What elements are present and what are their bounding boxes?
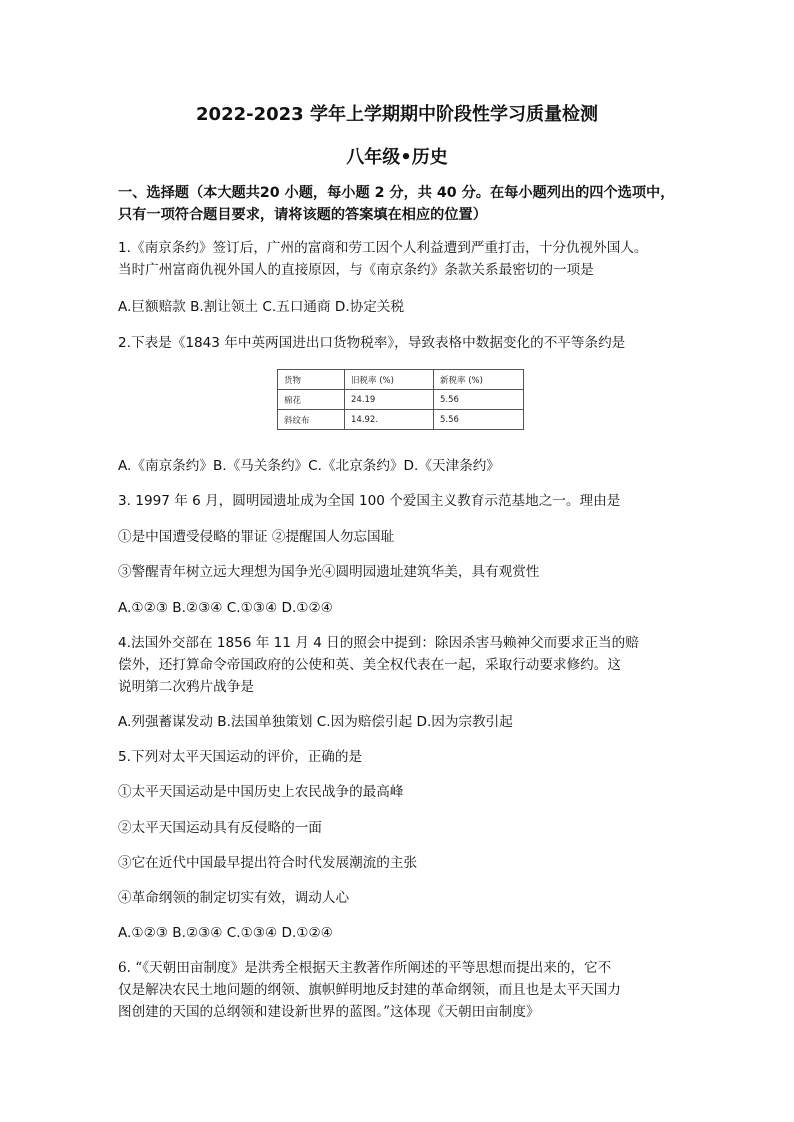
question-2-options: A.《南京条约》B.《马关条约》C.《北京条约》D.《天津条约》 (118, 458, 500, 474)
question-3-items-line-2: ③警醒青年树立远大理想为国争光④圆明园遗址建筑华美，具有观赏性 (118, 564, 540, 580)
question-6-line-1: 6. “《天朝田亩制度》是洪秀全根据天主教著作所阐述的平等思想而提出来的，它不 (118, 960, 612, 976)
question-4-line-2: 偿外，还打算命令帝国政府的公使和英、美全权代表在一起，采取行动要求修约。这 (118, 657, 621, 673)
table-cell: 5.56 (434, 390, 524, 410)
table-header-cell: 货物 (278, 370, 345, 390)
table-row (278, 410, 524, 430)
question-5-options: A.①②③ B.②③④ C.①③④ D.①②④ (118, 925, 333, 941)
question-6-line-3: 图创建的天国的总纲领和建设新世界的蓝图。”这体现《天朝田亩制度》 (118, 1004, 540, 1020)
section-heading-line-2: 只有一项符合题目要求，请将该题的答案填在相应的位置） (118, 207, 487, 223)
table-cell: 5.56 (434, 410, 524, 430)
question-1-line-1: 1.《南京条约》签订后，广州的富商和劳工因个人利益遭到严重打击，十分仇视外国人。 (118, 240, 648, 256)
question-6-line-2: 仅是解决农民土地问题的纲领、旗帜鲜明地反封建的革命纲领，而且也是太平天国力 (118, 982, 621, 998)
question-4-line-3: 说明第二次鸦片战争是 (118, 679, 254, 695)
tax-rate-table (277, 369, 524, 430)
question-3-options: A.①②③ B.②③④ C.①③④ D.①②④ (118, 600, 333, 616)
question-5-stem: 5.下列对太平天国运动的评价，正确的是 (118, 749, 363, 765)
question-1-line-2: 当时广州富商仇视外国人的直接原因，与《南京条约》条款关系最密切的一项是 (118, 262, 594, 278)
table-row (278, 390, 524, 410)
table-cell: 棉花 (278, 390, 345, 410)
exam-subtitle: 八年级•历史 (346, 147, 448, 168)
table-cell: 斜纹布 (278, 410, 345, 430)
question-2-stem: 2.下表是《1843 年中英两国进出口货物税率》，导致表格中数据变化的不平等条约是 (118, 335, 626, 351)
question-5-item-1: ①太平天国运动是中国历史上农民战争的最高峰 (118, 784, 404, 800)
question-3-stem: 3. 1997 年 6 月，圆明园遗址成为全国 100 个爱国主义教育示范基地之一。理由是 (118, 493, 621, 509)
question-4-line-1: 4.法国外交部在 1856 年 11 月 4 日的照会中提到：除因杀害马赖神父而要求正当的赔 (118, 635, 639, 651)
question-1-options: A.巨额赔款 B.割让领土 C.五口通商 D.协定关税 (118, 299, 405, 315)
table-header-cell: 新税率 (%) (434, 370, 524, 390)
table-cell: 14.92. (345, 410, 434, 430)
question-5-item-2: ②太平天国运动具有反侵略的一面 (118, 820, 322, 836)
table-header-row (278, 370, 524, 390)
question-4-options: A.列强蓄谋发动 B.法国单独策划 C.因为赔偿引起 D.因为宗教引起 (118, 714, 513, 730)
table-cell: 24.19 (345, 390, 434, 410)
exam-title: 2022-2023 学年上学期期中阶段性学习质量检测 (196, 104, 598, 125)
table-header-cell: 旧税率 (%) (345, 370, 434, 390)
section-heading-line-1: 一、选择题（本大题共20 小题，每小题 2 分，共 40 分。在每小题列出的四个选项中， (118, 185, 675, 201)
question-5-item-4: ④革命纲领的制定切实有效，调动人心 (118, 890, 350, 906)
question-5-item-3: ③它在近代中国最早提出符合时代发展潮流的主张 (118, 855, 418, 871)
question-3-items-line-1: ①是中国遭受侵略的罪证 ②提醒国人勿忘国耻 (118, 529, 395, 545)
